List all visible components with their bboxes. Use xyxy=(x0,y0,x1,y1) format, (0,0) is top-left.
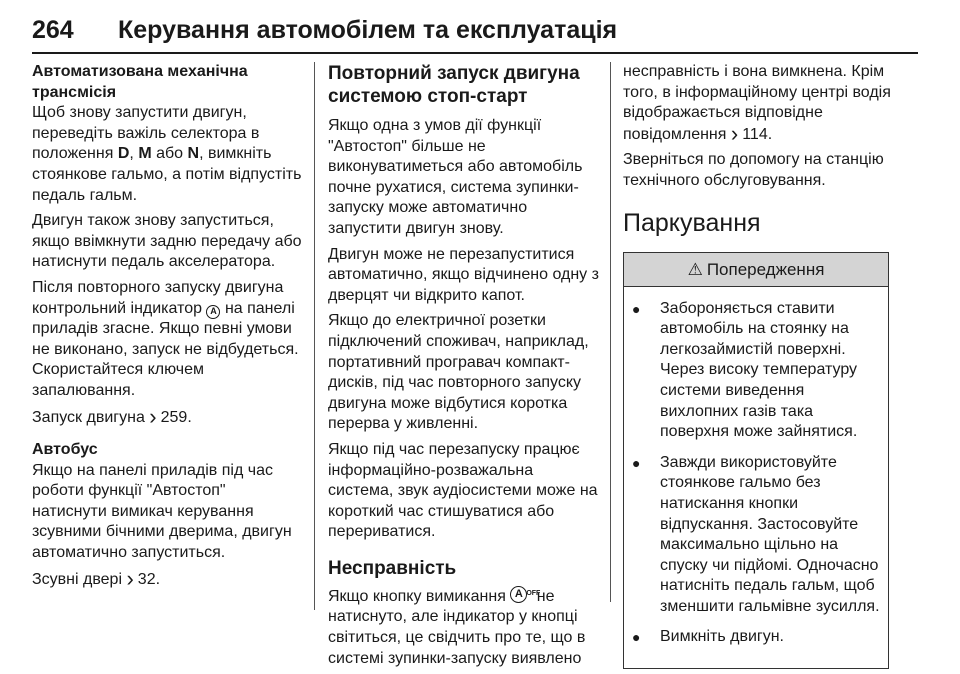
paragraph: Зверніться по допомогу на станцію технічного обслуговування. xyxy=(623,151,884,189)
page-header xyxy=(32,10,918,54)
paragraph: Якщо під час перезапуску працює інформаційно-розважальна система, звук аудіосистеми може на короткий час стишуватися або перериватися. xyxy=(328,440,598,541)
column-3 xyxy=(623,62,893,669)
paragraph: Якщо до електричної розетки підключений споживач, наприклад, портативний програвач компакт-дисків, під час повторного запуску двигуна може відбутися коротка перерва у живленні. xyxy=(328,312,589,433)
section-heading-fault: Несправність xyxy=(328,557,457,579)
column-divider-1 xyxy=(314,62,315,610)
page-number: 264 xyxy=(32,16,74,44)
list-item: ● Забороняється ставити автомобіль на стоянку на легкозаймистій поверхні. Через високу температуру системи виведення вихлопних газів така поверхня може зайнятися. xyxy=(632,299,880,443)
section-heading-transmission: Автоматизована механічна трансмісія xyxy=(32,63,248,101)
list-item: ● Вимкніть двигун. xyxy=(632,627,880,648)
column-1 xyxy=(32,62,304,595)
paragraph: Після повторного запуску двигуна контрольний індикатор A на панелі приладів згасне. Якщо певні умови не виконано, запуск не відбудеться. Скористайтеся ключем запалювання. xyxy=(32,278,299,399)
list-item: ● Завжди використовуйте стоянкове гальмо без натискання кнопки відпускання. Застосовуйте максимально щільно на спуску чи підйомі. Одночасно натисніть педаль гальм, щоб зменшити гальмівне зусилля. xyxy=(632,453,880,618)
autostop-off-button-icon: A OFF xyxy=(510,586,532,604)
paragraph: Двигун може не перезапуститися автоматично, якщо відчинено одну з дверцят чи відкрито капот. xyxy=(328,245,599,304)
gear-m: M xyxy=(138,145,152,163)
gear-d: D xyxy=(117,145,130,163)
paragraph: Якщо кнопку вимикання A OFF не натиснуто, але індикатор у кнопці світиться, це свідчить про те, що в системі зупинки-запуску виявлено xyxy=(328,587,586,667)
bullet-icon: ● xyxy=(632,300,641,317)
page-reference-link[interactable]: › 32. xyxy=(126,571,160,588)
warning-triangle-icon: ⚠ xyxy=(687,259,703,279)
warning-box xyxy=(623,252,889,670)
paragraph: Якщо на панелі приладів під час роботи функції "Автостоп" натиснути вимикач керування зсувними бічними дверима, двигун автоматично запуститься. xyxy=(32,461,292,562)
page-reference-link[interactable]: › 259. xyxy=(149,409,191,426)
warning-header xyxy=(624,253,888,287)
section-heading-restart: Повторний запуск двигуна системою стоп-старт xyxy=(328,63,580,107)
bullet-icon: ● xyxy=(632,629,641,646)
page-reference-link[interactable]: › 114. xyxy=(731,126,772,143)
column-2 xyxy=(328,62,600,674)
bullet-icon: ● xyxy=(632,454,641,471)
warning-title: Попередження xyxy=(706,259,825,279)
column-divider-2 xyxy=(610,62,611,602)
autostop-indicator-icon: A xyxy=(206,305,220,319)
paragraph: Якщо одна з умов дії функції "Автостоп" більше не виконуватиметься або автомобіль почне рухатися, система зупинки-запуску може автоматично запустити двигун знову. xyxy=(328,117,583,237)
paragraph: Зсувні двері › 32. xyxy=(32,569,304,591)
paragraph: несправність і вона вимкнена. Крім того, в інформаційному центрі водія відображається відповідне повідомлення › 114. xyxy=(623,62,893,145)
warning-body xyxy=(624,287,888,669)
gear-n: N xyxy=(187,145,200,163)
section-heading-parking: Паркування xyxy=(623,208,761,237)
section-heading-bus: Автобус xyxy=(32,441,98,459)
page-title: Керування автомобілем та експлуатація xyxy=(118,16,618,44)
paragraph: Двигун також знову запуститься, якщо ввімкнути задню передачу або натиснути педаль акселератора. xyxy=(32,212,302,271)
paragraph: Щоб знову запустити двигун, переведіть важіль селектора в положення D, M або N, вимкніть стоянкове гальмо, а потім відпустіть педаль гальм. xyxy=(32,104,302,204)
paragraph: Запуск двигуна › 259. xyxy=(32,407,304,429)
